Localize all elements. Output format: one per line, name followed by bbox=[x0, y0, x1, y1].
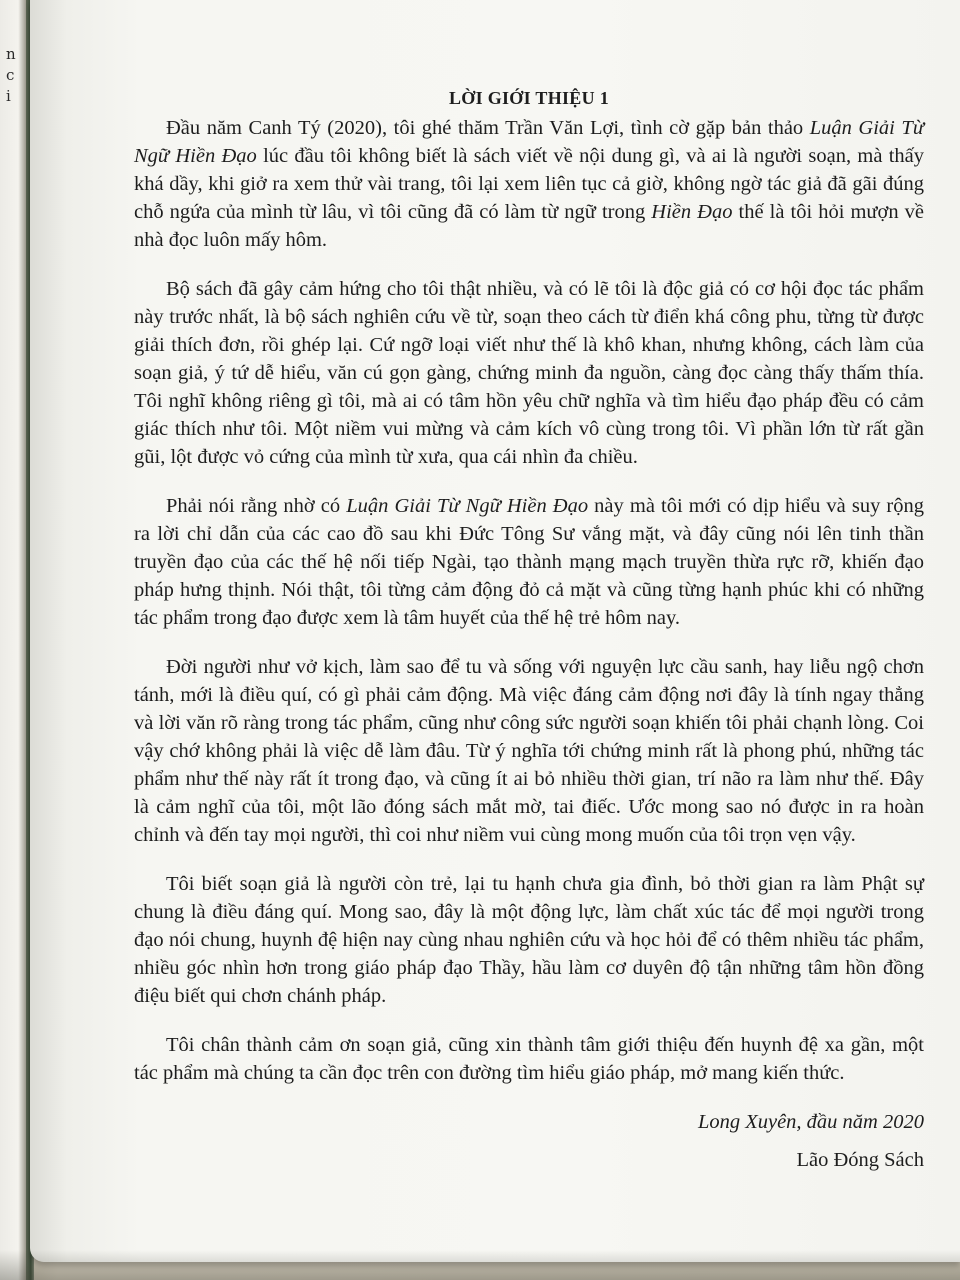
text-run: Đầu năm Canh Tý (2020), tôi ghé thăm Trần Văn Lợi, tình cờ gặp bản thảo bbox=[166, 117, 810, 139]
text-run: Bộ sách đã gây cảm hứng cho tôi thật nhiều, và có lẽ tôi là độc giả có cơ hội đọc tác phẩm này trước nhất, là bộ sách nghiên cứu về từ, soạn theo cách từ điển khá công phu, từng từ được giải thích đơn, rồi ghép lại. Cứ ngỡ loại viết như thế là khô khan, nhưng không, cách làm của soạn giả, ý tứ dễ hiểu, văn cú gọn gàng, chứng minh đa nguồn, càng đọc càng thấy thấm thía. Tôi nghĩ không riêng gì tôi, mà ai có tâm hồn yêu chữ nghĩa và tìm hiểu đạo pháp đều có cảm giác thích như tôi. Một niềm vui mừng và cảm kích vô cùng trong tôi. Vì phần lớn từ rất gần gũi, lột được vỏ cứng của mình từ xưa, qua cái nhìn đa chiều. bbox=[134, 278, 924, 468]
body-paragraph bbox=[134, 114, 924, 254]
text-run: Tôi chân thành cảm ơn soạn giả, cũng xin thành tâm giới thiệu đến huynh đệ xa gần, một tác phẩm mà chúng ta cần đọc trên con đường tìm hiểu giáo pháp, mở mang kiến thức. bbox=[134, 1034, 924, 1084]
body-paragraph bbox=[134, 653, 924, 849]
body-paragraph bbox=[134, 870, 924, 1010]
italic-title-run: Luận Giải Từ Ngữ Hiền Đạo bbox=[134, 117, 924, 167]
page-title: LỜI GIỚI THIỆU 1 bbox=[448, 88, 609, 108]
italic-title-run: Hiền Đạo bbox=[651, 201, 733, 223]
body-paragraph bbox=[134, 492, 924, 632]
text-run: lúc đầu tôi không biết là sách viết về nội dung gì, và ai là người soạn, mà thấy khá dầy, khi giở ra xem thử vài trang, tôi lại xem liên tục cả giờ, không ngờ tác giả đã gãi đúng chỗ ngứa của mình từ lâu, vì tôi cũng đã có làm từ ngữ trong bbox=[134, 145, 924, 223]
left-page-edge bbox=[0, 0, 26, 1280]
bottom-shadow bbox=[0, 1250, 960, 1280]
left-page-letters bbox=[6, 44, 16, 107]
left-page-letter: n bbox=[6, 45, 16, 63]
text-run: Đời người như vở kịch, làm sao để tu và sống với nguyện lực cầu sanh, hay liễu ngộ chơn tánh, mới là điều quí, có gì phải cảm động. Mà việc đáng cảm động nơi đây là tính ngay thẳng và lời văn rõ ràng trong tác phẩm, cũng như công sức người soạn khiến tôi phải chạnh lòng. Coi vậy chớ không phải là việc dễ làm đâu. Từ ý nghĩa tới chứng minh rất là phong phú, những tác phẩm như thế này rất ít trong đạo, và cũng ít ai bỏ nhiều thời gian, trí não ra làm như thế. Đây là cảm nghĩ của tôi, một lão đóng sách mắt mờ, tai điếc. Ước mong sao nó được in ra hoàn chỉnh và đến tay mọi người, thì coi như niềm vui cùng mong muốn của tôi trọn vẹn vậy. bbox=[134, 656, 924, 846]
page-text-block bbox=[134, 84, 924, 1174]
body-paragraph bbox=[134, 1031, 924, 1087]
left-page-letter: c bbox=[6, 66, 15, 84]
signature-place: Long Xuyên, đầu năm 2020 bbox=[697, 1111, 924, 1133]
text-run: Tôi biết soạn giả là người còn trẻ, lại tu hạnh chưa gia đình, bỏ thời gian ra làm Phật sự chung là điều đáng quí. Mong sao, đây là một động lực, làm chất xúc tác để mọi người trong đạo nói chung, huynh đệ hiện nay cùng nhau nghiên cứu và học hỏi để có thêm nhiều tác phẩm, nhiều góc nhìn hơn trong giáo pháp đạo Thầy, hầu làm cơ duyên độ tận những tâm hồn đồng điệu biết qui chơn chánh pháp. bbox=[134, 873, 924, 1007]
book-page bbox=[30, 0, 960, 1262]
signature-name: Lão Đóng Sách bbox=[796, 1149, 924, 1171]
left-page-letter: i bbox=[6, 87, 11, 105]
body-paragraph bbox=[134, 275, 924, 471]
text-run: Phải nói rằng nhờ có bbox=[166, 495, 347, 517]
paragraph-list bbox=[134, 114, 924, 1087]
italic-title-run: Luận Giải Từ Ngữ Hiền Đạo bbox=[346, 495, 589, 517]
text-run: này mà tôi mới có dịp hiểu và suy rộng ra lời chỉ dẫn của các cao đồ sau khi Đức Tông Sư vắng mặt, và đây cũng nói lên tinh thần truyền đạo của các thế hệ nối tiếp Ngài, tạo thành mạng mạch truyền thừa rực rỡ, khiến đạo pháp hưng thịnh. Nói thật, tôi từng cảm động đỏ cả mặt và cũng từng hạnh phúc khi có những tác phẩm trong đạo được xem là tâm huyết của thế hệ trẻ hôm nay. bbox=[134, 495, 924, 629]
text-run: thế là tôi hỏi mượn về nhà đọc luôn mấy hôm. bbox=[134, 201, 925, 251]
